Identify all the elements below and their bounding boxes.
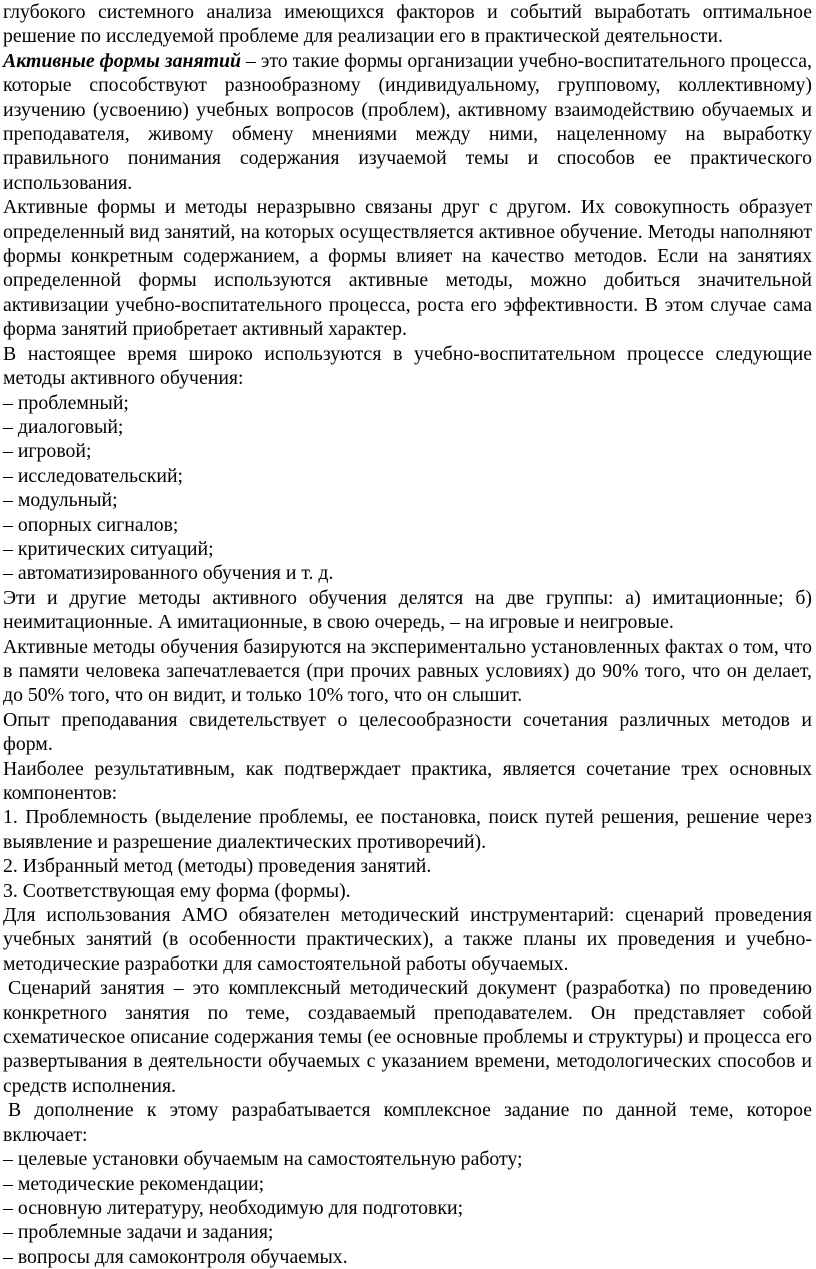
- list-item: – автоматизированного обучения и т. д.: [3, 562, 334, 585]
- paragraph-amo-toolkit: Для использования АМО обязателен методический инструментарий: сценарий проведения учебных занятий (в особенности практических), а также планы их проведения и учебно-методические разработки для самостоятельной работы обучаемых.: [3, 904, 812, 975]
- list-item: – критических ситуаций;: [3, 537, 214, 560]
- paragraph-active-forms-definition: [3, 49, 812, 195]
- list-item: – целевые установки обучаемым на самостоятельную работу;: [3, 1148, 523, 1171]
- methods-list: [3, 391, 812, 586]
- list-item: – опорных сигналов;: [3, 513, 179, 536]
- list-item: – проблемные задачи и задания;: [3, 1221, 274, 1244]
- paragraph-lesson-scenario: Сценарий занятия – это комплексный методический документ (разработка) по проведению конкретного занятия по теме, создаваемый преподавателем. Он представляет собой схематическое описание содержания темы (ее основные проблемы и структуры) и процесса его развертывания в деятельности обучаемых с указанием времени, методологических способов и средств исполнения.: [3, 977, 812, 1097]
- paragraph-complex-task: В дополнение к этому разрабатывается комплексное задание по данной теме, которое включает:: [3, 1099, 812, 1146]
- list-item: – игровой;: [3, 440, 92, 463]
- list-item: – методические рекомендации;: [3, 1172, 265, 1195]
- list-item: 1. Проблемность (выделение проблемы, ее постановка, поиск путей решения, решение через выявление и разрешение диалектических противоречий).: [3, 806, 812, 853]
- document-page: [3, 0, 812, 1269]
- components-list: [3, 805, 812, 903]
- paragraph-analysis-continuation: глубокого системного анализа имеющихся факторов и событий выработать оптимальное решение по исследуемой проблеме для реализации его в практической деятельности.: [3, 1, 812, 48]
- term-active-forms: Активные формы занятий: [3, 49, 242, 72]
- task-items-list: [3, 1147, 812, 1269]
- paragraph-methods-intro: В настоящее время широко используются в учебно-воспитательном процессе следующие методы активного обучения:: [3, 342, 812, 390]
- list-item: – проблемный;: [3, 391, 129, 414]
- paragraph-components-intro: Наиболее результативным, как подтверждает практика, является сочетание трех основных компонентов:: [3, 757, 812, 804]
- paragraph-memory-facts: Активные методы обучения базируются на экспериментально установленных фактах о том, что в памяти человека запечатлевается (при прочих равных условиях) до 90% того, что он делает, до 50% того, что он видит, и только 10% того, что он слышит.: [3, 635, 812, 707]
- list-item: 3. Соответствующая ему форма (формы).: [3, 879, 351, 902]
- list-item: – диалоговый;: [3, 415, 124, 438]
- paragraph-method-groups: Эти и другие методы активного обучения делятся на две группы: а) имитационные; б) неимитационные. А имитационные, в свою очередь, – на игровые и неигровые.: [3, 586, 812, 634]
- list-item: 2. Избранный метод (методы) проведения занятий.: [3, 855, 432, 878]
- list-item: – вопросы для самоконтроля обучаемых.: [3, 1245, 348, 1268]
- list-item: – модульный;: [3, 489, 118, 512]
- list-item: – исследовательский;: [3, 464, 184, 487]
- list-item: – основную литературу, необходимую для подготовки;: [3, 1196, 464, 1219]
- definition-text: – это такие формы организации учебно-воспитательного процесса, которые способствуют разнообразному (индивидуальному, групповому, коллективному) изучению (усвоению) учебных вопросов (проблем), активному взаимодействию обучаемых и преподавателя, живому обмену мнениями между ними, нацеленному на выработку правильного понимания содержания изучаемой темы и способов ее практического использования.: [3, 49, 812, 194]
- paragraph-forms-and-methods: Активные формы и методы неразрывно связаны друг с другом. Их совокупность образует определенный вид занятий, на которых осуществляется активное обучение. Методы наполняют формы конкретным содержанием, а формы влияет на качество методов. Если на занятиях определенной формы используются активные методы, можно добиться значительной активизации учебно-воспитательного процесса, роста его эффективности. В этом случае сама форма занятий приобретает активный характер.: [3, 196, 812, 341]
- paragraph-teaching-experience: Опыт преподавания свидетельствует о целесообразности сочетания различных методов и форм.: [3, 708, 812, 756]
